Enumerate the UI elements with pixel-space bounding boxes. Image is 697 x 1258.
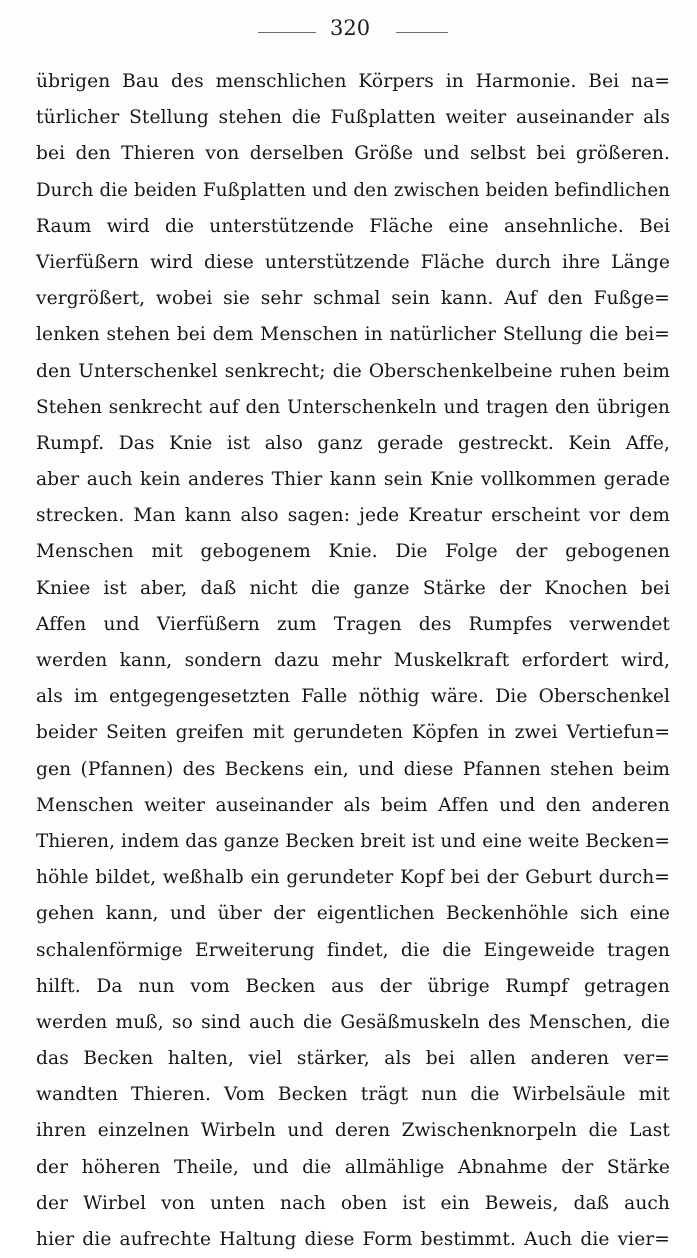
text-line: der höheren Theile, und die allmählige Abnahme der Stärke [36, 1156, 670, 1178]
text-line: höhle bildet, weßhalb ein gerundeter Kopf bei der Geburt durch= [36, 867, 670, 889]
text-line: aber auch kein anderes Thier kann sein Knie vollkommen gerade [36, 469, 670, 491]
text-line: Raum wird die unterstützende Fläche eine ansehnliche. Bei [36, 215, 670, 237]
text-line: strecken. Man kann also sagen: jede Kreatur erscheint vor dem [36, 505, 670, 527]
text-line: Stehen senkrecht auf den Unterschenkeln und tragen den übrigen [36, 396, 670, 418]
text-line: gen (Pfannen) des Beckens ein, und diese Pfannen stehen beim [36, 758, 670, 780]
text-line: ihren einzelnen Wirbeln und deren Zwischenknorpeln die Last [36, 1120, 670, 1142]
text-line: hier die aufrechte Haltung diese Form bestimmt. Auch die vier= [36, 1229, 670, 1250]
text-line: Menschen weiter auseinander als beim Affen und den anderen [36, 794, 670, 816]
text-line: gehen kann, und über der eigentlichen Beckenhöhle sich eine [36, 903, 670, 925]
text-line: vergrößert, wobei sie sehr schmal sein kann. Auf den Fußge= [36, 288, 670, 310]
text-line: schalenförmige Erweiterung findet, die die Eingeweide tragen [36, 939, 670, 961]
header-rule-left [258, 32, 316, 33]
text-line: übrigen Bau des menschlichen Körpers in Harmonie. Bei na= [36, 71, 670, 92]
text-line: beider Seiten greifen mit gerundeten Köpfen in zwei Vertiefun= [36, 722, 670, 744]
text-line: den Unterschenkel senkrecht; die Oberschenkelbeine ruhen beim [36, 360, 670, 382]
text-line: wandten Thieren. Vom Becken trägt nun die Wirbelsäule mit [36, 1084, 670, 1106]
body-text [36, 64, 670, 1258]
text-line: Menschen mit gebogenem Knie. Die Folge der gebogenen [36, 541, 670, 563]
text-line: werden kann, sondern dazu mehr Muskelkraft erfordert wird, [36, 650, 670, 671]
text-line: Durch die beiden Fußplatten und den zwischen beiden befindlichen [36, 179, 670, 201]
text-line: Affen und Vierfüßern zum Tragen des Rumpfes verwendet [36, 613, 670, 635]
text-line: der Wirbel von unten nach oben ist ein Beweis, daß auch [36, 1192, 670, 1214]
text-line: Rumpf. Das Knie ist also ganz gerade gestreckt. Kein Affe, [36, 432, 670, 454]
text-line: das Becken halten, viel stärker, als bei allen anderen ver= [36, 1048, 670, 1070]
text-line: hilft. Da nun vom Becken aus der übrige Rumpf getragen [36, 975, 670, 997]
text-line: Vierfüßern wird diese unterstützende Fläche durch ihre Länge [36, 251, 670, 273]
text-line: lenken stehen bei dem Menschen in natürlicher Stellung die bei= [36, 324, 670, 346]
text-line: werden muß, so sind auch die Gesäßmuskeln des Menschen, die [36, 1011, 670, 1033]
header-rule-right [396, 32, 448, 33]
page-header [0, 14, 697, 46]
text-line: als im entgegengesetzten Falle nöthig wäre. Die Oberschenkel [36, 686, 670, 708]
text-line: Thieren, indem das ganze Becken breit ist und eine weite Becken= [36, 830, 670, 852]
text-line: Kniee ist aber, daß nicht die ganze Stärke der Knochen bei [36, 577, 670, 599]
text-line: bei den Thieren von derselben Größe und selbst bei größeren. [36, 143, 670, 165]
page-number: 320 [330, 16, 371, 40]
text-line: türlicher Stellung stehen die Fußplatten weiter auseinander als [36, 107, 670, 129]
